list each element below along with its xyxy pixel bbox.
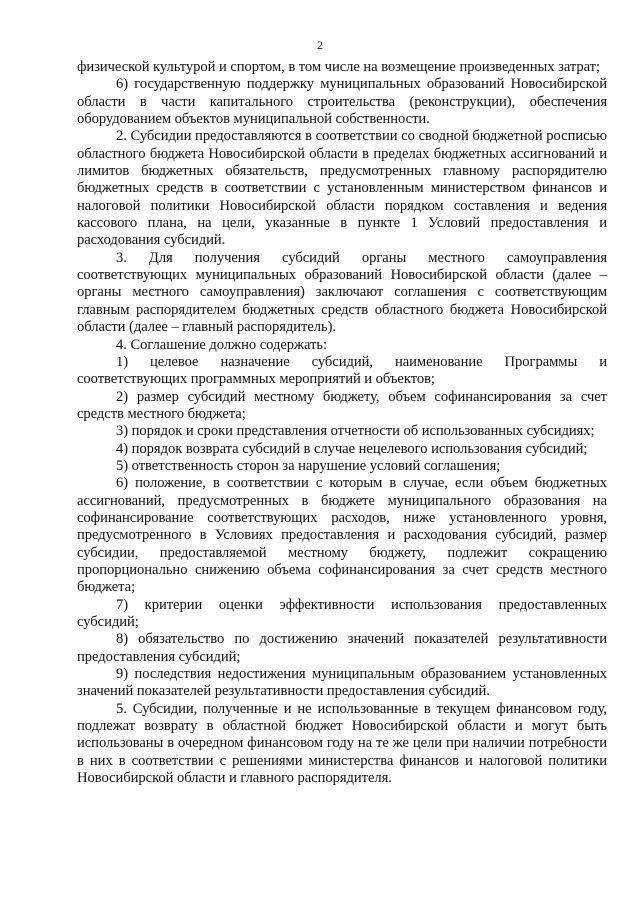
paragraph-item-6: 6) государственную поддержку муниципальных образований Новосибирской области в части капитального строительства (реконструкции), обеспечения оборудованием объектов муниципальной собственности. [77,76,607,128]
paragraph-item-7: 7) критерии оценки эффективности использования предоставленных субсидий; [77,596,607,630]
paragraph-item-1: 1) целевое назначение субсидий, наименование Программы и соответствующих программных мероприятий и объектов; [77,353,607,388]
paragraph-item-2: 2) размер субсидий местному бюджету, объем софинансирования за счет средств местного бюджета; [77,388,607,422]
document-body [77,59,607,787]
paragraph-clause-3: 3. Для получения субсидий органы местного самоуправления соответствующих муниципальных образований Новосибирской области (далее – органы местного самоуправления) заключают соглашения с соответствующим главным распорядителем бюджетных средств областного бюджета Новосибирской области (далее – главный распорядитель). [77,249,607,336]
page-number: 2 [317,38,323,52]
paragraph-clause-2: 2. Субсидии предоставляются в соответствии со сводной бюджетной росписью областного бюджета Новосибирской области в пределах бюджетных ассигнований и лимитов бюджетных обязательств, предусмотренных главному распорядителю бюджетных средств в соответствии с установленным министерством финансов и налоговой политики Новосибирской области порядком составления и ведения кассового плана, на цели, указанные в пункте 1 Условий предоставления и расходования субсидий. [77,128,607,249]
paragraph-item-9: 9) последствия недостижения муниципальным образованием установленных значений показателей результативности предоставления субсидий. [77,666,607,700]
paragraph-clause-5: 5. Субсидии, полученные и не использованные в текущем финансовом году, подлежат возврату в областной бюджет Новосибирской области и могут быть использованы в очередном финансовом году на те же цели при наличии потребности в них в соответствии с решениями министерства финансов и налоговой политики Новосибирской области и главного распорядителя. [77,700,607,787]
paragraph-item-3: 3) порядок и сроки представления отчетности об использованных субсидиях; [116,423,595,440]
paragraph-clause-4: 4. Соглашение должно содержать: [116,336,328,353]
paragraph-continuation: физической культурой и спортом, в том числе на возмещение произведенных затрат; [77,59,600,75]
paragraph-item-4: 4) порядок возврата субсидий в случае нецелевого использования субсидий; [116,440,588,457]
paragraph-item-6b: 6) положение, в соответствии с которым в случае, если объем бюджетных ассигнований, предусмотренных в бюджете муниципального образования на софинансирование соответствующих расходов, ниже установленного уровня, предусмотренного в Условиях предоставления и расходования субсидий, размер субсидии, предоставляемой местному бюджету, подлежит сокращению пропорционально снижению объема софинансирования за счет средств местного бюджета; [77,475,607,596]
paragraph-item-8: 8) обязательство по достижению значений показателей результативности предоставления субсидий; [77,631,607,665]
paragraph-item-5: 5) ответственность сторон за нарушение условий соглашения; [116,457,501,474]
